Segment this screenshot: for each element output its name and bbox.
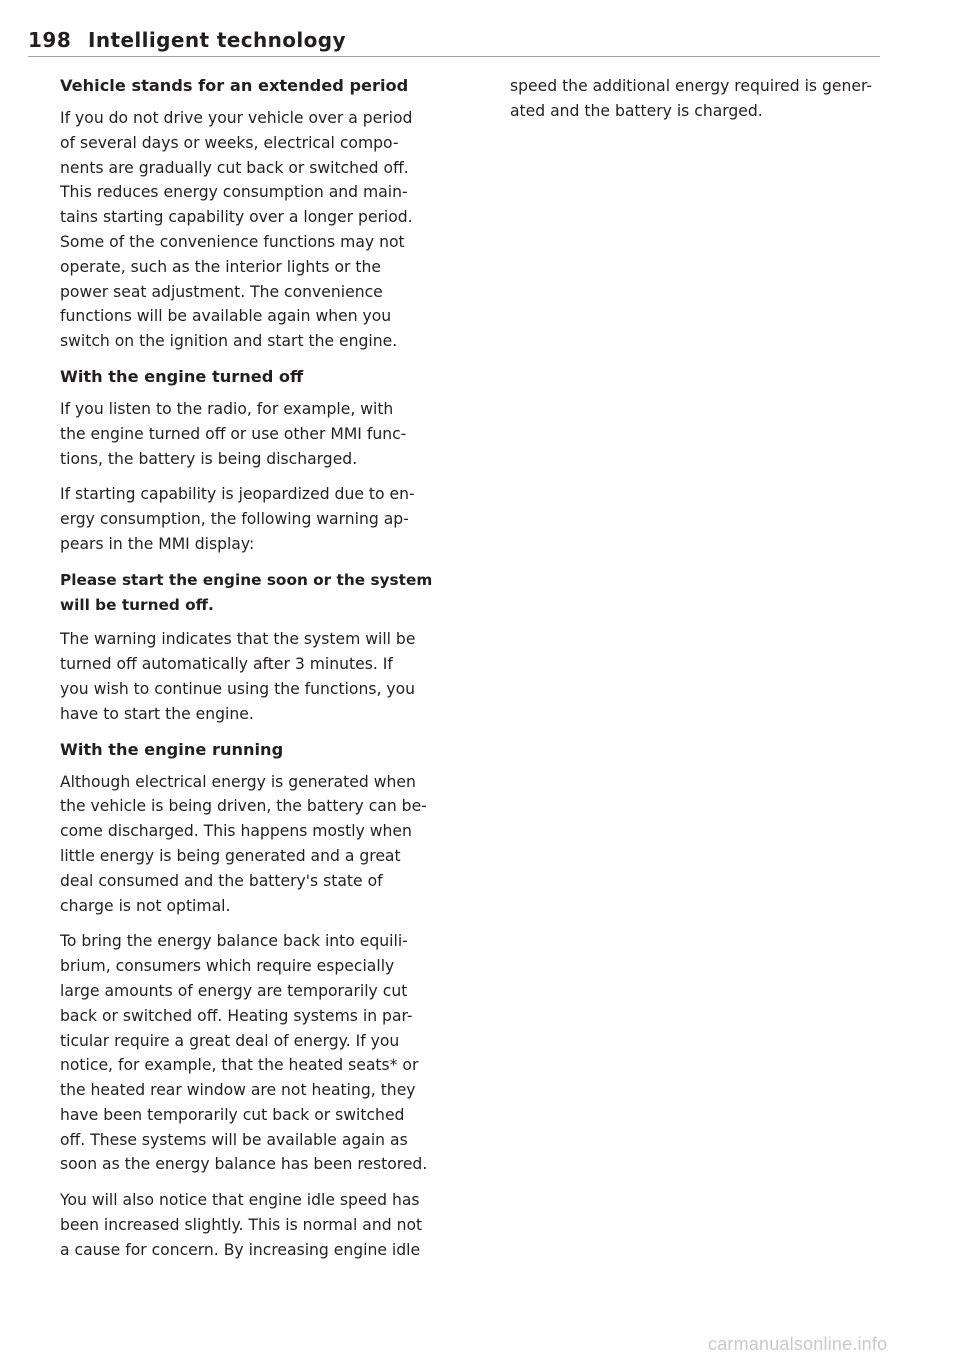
text-line: ergy consumption, the following warning ap- <box>60 510 409 529</box>
text-line: little energy is being generated and a great <box>60 846 401 865</box>
text-line: charge is not optimal. <box>60 896 231 915</box>
paragraph-warning-explanation <box>60 627 470 726</box>
text-line: have been temporarily cut back or switched <box>60 1105 405 1124</box>
paragraph-idle-speed-continued <box>510 74 890 124</box>
text-line: turned off automatically after 3 minutes. If <box>60 655 393 674</box>
text-line: been increased slightly. This is normal and not <box>60 1216 423 1235</box>
paragraph-warning-intro <box>60 482 470 556</box>
heading-engine-off: With the engine turned off <box>60 366 304 386</box>
text-line: of several days or weeks, electrical compo- <box>60 133 399 152</box>
text-line: speed the additional energy required is gener- <box>510 77 873 95</box>
text-line: off. These systems will be available again as <box>60 1130 408 1149</box>
text-line: nents are gradually cut back or switched off. <box>60 158 409 177</box>
paragraph-idle-speed <box>60 1188 470 1262</box>
text-line: soon as the energy balance has been restored. <box>60 1155 428 1174</box>
text-line: back or switched off. Heating systems in par- <box>60 1006 413 1025</box>
warning-message <box>60 568 470 618</box>
text-line: To bring the energy balance back into equili- <box>60 932 408 951</box>
text-line: Although electrical energy is generated when <box>60 772 416 791</box>
text-line: brium, consumers which require especially <box>60 957 395 976</box>
text-line: will be turned off. <box>60 595 214 614</box>
text-line: a cause for concern. By increasing engine idle <box>60 1240 421 1259</box>
text-line: This reduces energy consumption and main- <box>60 183 408 202</box>
text-line: tions, the battery is being discharged. <box>60 449 358 468</box>
text-line: large amounts of energy are temporarily cut <box>60 981 408 1000</box>
left-column <box>60 74 470 1274</box>
text-line: pears in the MMI display: <box>60 534 255 553</box>
text-line: functions will be available again when you <box>60 307 392 326</box>
text-line: ated and the battery is charged. <box>510 101 763 120</box>
section-title: Intelligent technology <box>88 28 346 52</box>
page-header <box>28 22 880 57</box>
text-line: ticular require a great deal of energy. If you <box>60 1031 400 1050</box>
text-line: power seat adjustment. The convenience <box>60 282 383 301</box>
right-column <box>510 74 890 135</box>
text-line: the engine turned off or use other MMI func- <box>60 424 407 443</box>
text-line: tains starting capability over a longer period. <box>60 208 413 227</box>
text-line: notice, for example, that the heated seats* or <box>60 1056 419 1075</box>
paragraph-engine-off <box>60 397 470 471</box>
paragraph-extended-period <box>60 106 470 354</box>
text-line: Please start the engine soon or the system <box>60 570 433 589</box>
text-line: come discharged. This happens mostly when <box>60 822 412 841</box>
heading-extended-period: Vehicle stands for an extended period <box>60 76 409 95</box>
paragraph-engine-running <box>60 770 470 919</box>
text-line: the vehicle is being driven, the battery can be- <box>60 797 427 816</box>
page-number: 198 <box>28 28 72 52</box>
text-line: If you do not drive your vehicle over a period <box>60 109 413 127</box>
text-line: you wish to continue using the functions, you <box>60 679 416 698</box>
text-line: operate, such as the interior lights or the <box>60 257 381 276</box>
text-line: have to start the engine. <box>60 704 254 723</box>
paragraph-energy-balance <box>60 929 470 1177</box>
watermark: carmanualsonline.info <box>708 1334 888 1354</box>
heading-engine-running: With the engine running <box>60 739 284 759</box>
text-line: If you listen to the radio, for example, with <box>60 399 394 418</box>
text-line: The warning indicates that the system will be <box>60 630 416 649</box>
text-line: switch on the ignition and start the engine. <box>60 332 398 351</box>
text-line: If starting capability is jeopardized due to en- <box>60 485 415 504</box>
text-line: Some of the convenience functions may not <box>60 232 405 251</box>
text-line: You will also notice that engine idle speed has <box>60 1191 420 1210</box>
text-line: the heated rear window are not heating, they <box>60 1081 416 1100</box>
text-line: deal consumed and the battery's state of <box>60 871 383 890</box>
